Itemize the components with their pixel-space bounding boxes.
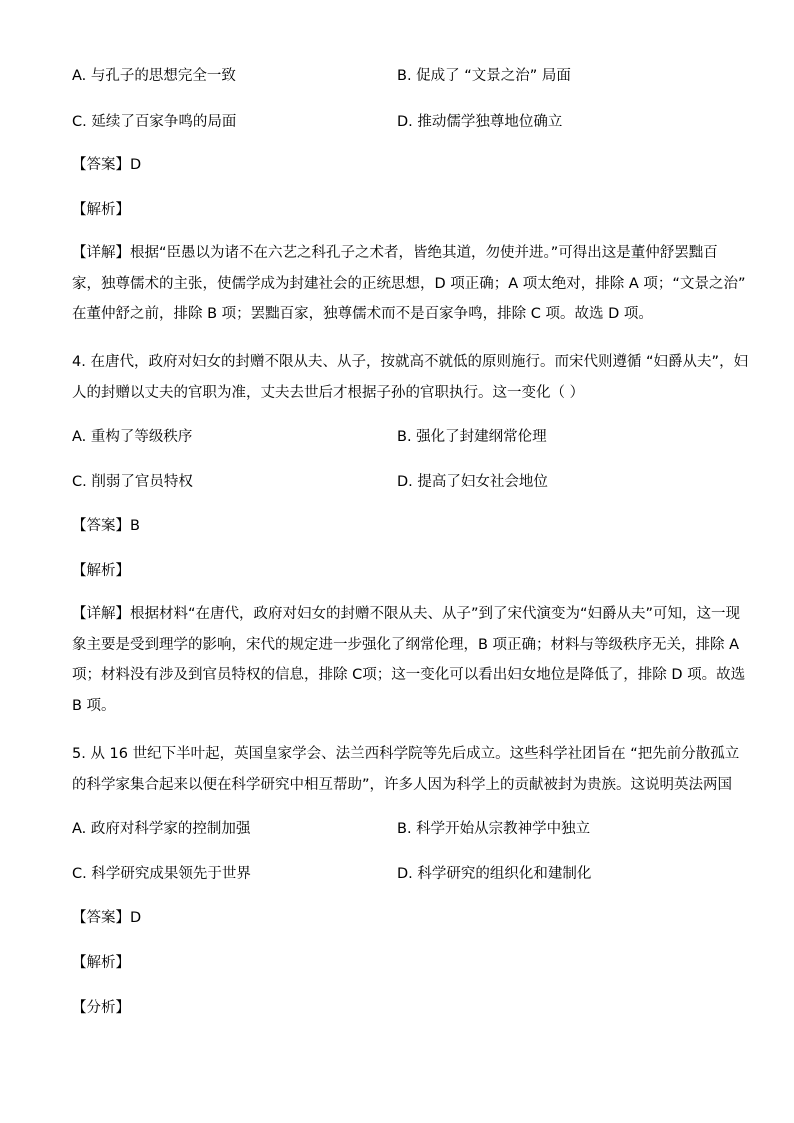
q3-analysis-heading: 【解析】: [72, 202, 130, 218]
q4-detail: [72, 599, 746, 721]
q3-detail-line: 在董仲舒之前，排除 B 项；罢黜百家，独尊儒术而不是百家争鸣，排除 C 项。故选 D 项。: [72, 306, 653, 322]
q4-stem-line: 人的封赠以丈夫的官职为准，丈夫去世后才根据子孙的官职执行。这一变化（ ）: [72, 384, 585, 401]
q4-detail-line: 【详解】根据材料“在唐代，政府对妇女的封赠不限从夫、从子”到了宋代演变为“妇爵从夫”可知，这一现: [72, 606, 741, 622]
q5-analysis-heading: 【解析】: [72, 955, 130, 971]
q5-option-d: D. 科学研究的组织化和建制化: [397, 866, 592, 882]
q5-option-a: A. 政府对科学家的控制加强: [72, 821, 251, 837]
q3-detail: [72, 238, 746, 330]
q4-analysis-heading: 【解析】: [72, 563, 130, 579]
q4-option-c: C. 削弱了官员特权: [72, 474, 193, 490]
q4-stem-line: 4. 在唐代，政府对妇女的封赠不限从夫、从子，按就高不就低的原则施行。而宋代则遵循 “妇爵从夫”，妇: [72, 354, 749, 370]
q3-detail-line: 家，独尊儒术的主张，使儒学成为封建社会的正统思想，D 项正确；A 项太绝对，排除 A 项；“文景之治”: [72, 275, 746, 292]
q3-option-a: A. 与孔子的思想完全一致: [72, 68, 236, 84]
q3-option-d: D. 推动儒学独尊地位确立: [397, 114, 563, 130]
q3-detail-line: 【详解】根据“臣愚以为诸不在六艺之科孔子之术者，皆绝其道，勿使并进。”可得出这是董仲舒罢黜百: [72, 245, 718, 261]
q4-detail-line: 项；材料没有涉及到官员特权的信息，排除 C项；这一变化可以看出妇女地位是降低了，排除 D 项。故选: [72, 667, 746, 683]
q4-option-b: B. 强化了封建纲常伦理: [397, 429, 547, 445]
q5-stem-line: 的科学家集合起来以便在科学研究中相互帮助”，许多人因为科学上的贡献被封为贵族。这说明英法两国: [72, 776, 733, 793]
q3-option-b: B. 促成了 “文景之治” 局面: [397, 68, 571, 84]
q4-detail-line: B 项。: [72, 697, 116, 714]
q3-answer: 【答案】D: [72, 157, 142, 173]
q3-option-c: C. 延续了百家争鸣的局面: [72, 114, 237, 130]
q5-section-heading: 【分析】: [72, 1000, 130, 1016]
q4-answer: 【答案】B: [72, 518, 140, 534]
q5-option-b: B. 科学开始从宗教神学中独立: [397, 821, 591, 837]
q4-option-d: D. 提高了妇女社会地位: [397, 474, 548, 490]
q4-detail-line: 象主要是受到理学的影响，宋代的规定进一步强化了纲常伦理，B 项正确；材料与等级秩序无关，排除 A: [72, 636, 740, 653]
q5-stem: [72, 739, 740, 800]
q5-stem-line: 5. 从 16 世纪下半叶起，英国皇家学会、法兰西科学院等先后成立。这些科学社团旨在 “把先前分散孤立: [72, 746, 740, 762]
q5-option-c: C. 科学研究成果领先于世界: [72, 866, 251, 882]
q4-stem: [72, 347, 749, 408]
q5-answer: 【答案】D: [72, 910, 142, 926]
q4-option-a: A. 重构了等级秩序: [72, 429, 193, 445]
